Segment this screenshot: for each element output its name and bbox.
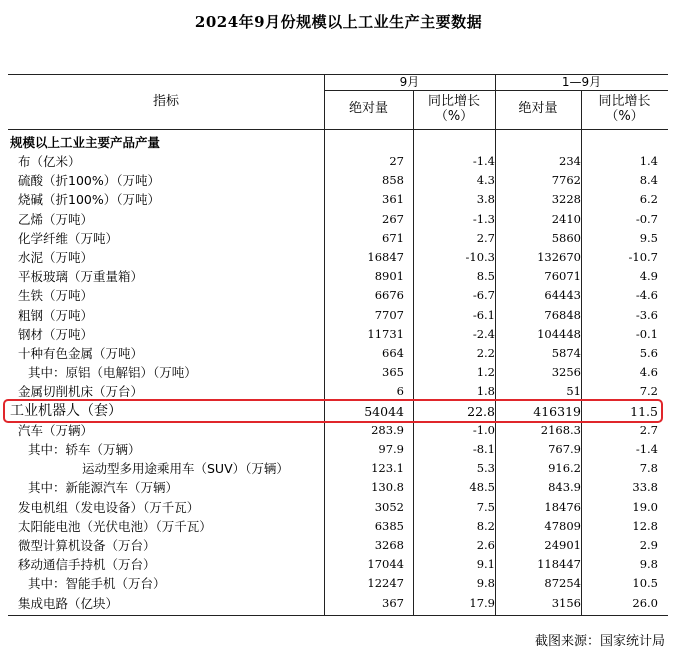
source-caption: 截图来源：国家统计局: [534, 634, 665, 649]
highlight-box: [3, 399, 663, 423]
ytd-absolute-value: 51: [566, 384, 581, 399]
ytd-absolute-value: 47809: [544, 518, 581, 533]
ytd-absolute-value: 7762: [551, 173, 581, 188]
header-yoy-label: 同比增长: [598, 94, 651, 109]
header-month-yoy: [413, 94, 495, 124]
table-row: [8, 555, 668, 574]
month-absolute-value: 361: [382, 192, 404, 207]
month-absolute-value: 7707: [374, 307, 404, 322]
row-indicator-name: 集成电路（亿块）: [18, 595, 119, 611]
ytd-yoy-value: 9.5: [639, 230, 658, 245]
ytd-yoy-value: 5.6: [639, 346, 658, 360]
table-row: [8, 363, 668, 382]
ytd-yoy-value: 6.2: [639, 192, 658, 207]
ytd-absolute-value: 132670: [537, 250, 581, 264]
row-indicator-name: 粗钢（万吨）: [18, 307, 94, 323]
ytd-absolute-value: 5860: [551, 230, 581, 245]
ytd-yoy-value: 10.5: [632, 576, 658, 591]
ytd-absolute-value: 767.9: [548, 442, 581, 456]
ytd-absolute-value: 3256: [551, 365, 581, 380]
month-absolute-value: 11731: [367, 326, 404, 341]
ytd-absolute-value: 64443: [544, 288, 581, 303]
row-indicator-name: 其中：轿车（万辆）: [28, 442, 141, 457]
month-yoy-value: -1.3: [472, 211, 495, 226]
row-indicator-name: 水泥（万吨）: [18, 250, 94, 265]
row-indicator-name: 硫酸（折100%）（万吨）: [18, 173, 160, 189]
table-row: [8, 498, 668, 517]
ytd-yoy-value: 8.4: [639, 173, 658, 188]
ytd-absolute-value: 76071: [544, 269, 581, 284]
month-absolute-value: 54044: [364, 403, 404, 419]
row-indicator-name: 十种有色金属（万吨）: [18, 346, 144, 361]
section-row: [8, 133, 668, 152]
table-row: [8, 267, 668, 286]
ytd-yoy-value: 7.2: [639, 384, 658, 399]
table-row: [8, 325, 668, 344]
table-row: [8, 594, 668, 613]
ytd-yoy-value: 26.0: [632, 595, 658, 610]
ytd-absolute-value: 5874: [551, 346, 581, 360]
ytd-absolute-value: 3156: [551, 595, 581, 610]
ytd-absolute-value: 2410: [551, 211, 581, 226]
ytd-yoy-value: 7.8: [639, 461, 658, 476]
table-row: [8, 306, 668, 325]
ytd-yoy-value: -4.6: [635, 288, 658, 303]
month-absolute-value: 671: [382, 230, 404, 245]
month-absolute-value: 664: [382, 346, 404, 360]
table-row: [8, 574, 668, 593]
table-row: [8, 478, 668, 497]
table-row: [8, 421, 668, 440]
table-row: [8, 286, 668, 305]
row-indicator-name: 其中：智能手机（万台）: [28, 576, 166, 592]
header-ytd-absolute: 绝对量: [518, 101, 558, 116]
ytd-absolute-value: 916.2: [548, 461, 581, 476]
month-yoy-value: -6.1: [472, 307, 495, 322]
row-indicator-name: 化学纤维（万吨）: [18, 230, 119, 246]
ytd-yoy-value: 2.7: [639, 422, 658, 437]
month-absolute-value: 8901: [374, 269, 404, 284]
header-month-absolute: 绝对量: [348, 101, 388, 116]
ytd-absolute-value: 3228: [551, 192, 581, 207]
ytd-yoy-value: -10.7: [628, 250, 658, 264]
header-bottom-rule: [8, 129, 668, 130]
month-absolute-value: 16847: [367, 250, 404, 264]
month-yoy-value: -10.3: [465, 250, 495, 264]
month-yoy-value: 2.6: [476, 538, 495, 552]
header-sub-rule: [324, 90, 668, 91]
ytd-yoy-value: 2.9: [639, 538, 658, 552]
header-yoy-label: 同比增长: [427, 94, 480, 109]
ytd-absolute-value: 234: [559, 154, 581, 168]
table-row: [8, 152, 668, 171]
month-absolute-value: 6385: [374, 518, 404, 533]
month-absolute-value: 858: [382, 173, 404, 188]
ytd-absolute-value: 24901: [544, 538, 581, 552]
month-absolute-value: 97.9: [378, 442, 404, 456]
header-ytd-yoy: [581, 94, 668, 124]
ytd-yoy-value: -3.6: [635, 307, 658, 322]
section-title: 规模以上工业主要产品产量: [10, 135, 161, 150]
month-yoy-value: 22.8: [467, 403, 495, 419]
table-row: [8, 536, 668, 555]
ytd-yoy-value: 11.5: [630, 403, 658, 419]
table-row: [8, 344, 668, 363]
month-yoy-value: 8.2: [476, 518, 495, 533]
row-indicator-name: 布（亿米）: [18, 154, 81, 169]
month-yoy-value: 7.5: [476, 499, 495, 514]
header-indicator: 指标: [152, 94, 179, 109]
row-indicator-name: 烧碱（折100%）（万吨）: [18, 192, 160, 208]
month-absolute-value: 3268: [374, 538, 404, 552]
ytd-yoy-value: 12.8: [632, 518, 658, 533]
table-row: [8, 248, 668, 267]
ytd-yoy-value: 4.9: [639, 269, 658, 284]
ytd-absolute-value: 118447: [537, 557, 581, 572]
row-indicator-name: 平板玻璃（万重量箱）: [18, 269, 144, 285]
table-row: [8, 190, 668, 209]
month-yoy-value: 2.7: [476, 230, 495, 245]
table-row: [8, 210, 668, 229]
ytd-yoy-value: 4.6: [639, 365, 658, 380]
table-title: 2024年9月份规模以上工业生产主要数据: [194, 13, 483, 31]
row-indicator-name: 太阳能电池（光伏电池）（万千瓦）: [18, 518, 212, 534]
ytd-absolute-value: 843.9: [548, 480, 581, 495]
row-indicator-name: 微型计算机设备（万台）: [18, 538, 156, 553]
table-row: [8, 229, 668, 248]
month-yoy-value: 1.8: [476, 384, 495, 399]
month-yoy-value: -8.1: [472, 442, 495, 456]
ytd-absolute-value: 87254: [544, 576, 581, 591]
month-absolute-value: 12247: [367, 576, 404, 591]
month-yoy-value: 8.5: [476, 269, 495, 284]
row-indicator-name: 金属切削机床（万台）: [18, 384, 144, 400]
month-absolute-value: 17044: [367, 557, 404, 572]
month-absolute-value: 267: [382, 211, 404, 226]
ytd-yoy-value: 33.8: [632, 480, 658, 495]
month-absolute-value: 365: [382, 365, 404, 380]
row-indicator-name: 工业机器人（套）: [10, 402, 122, 419]
month-absolute-value: 130.8: [371, 480, 404, 495]
month-absolute-value: 6676: [374, 288, 404, 303]
ytd-yoy-value: -0.7: [635, 211, 658, 226]
data-table: [8, 74, 668, 616]
ytd-yoy-value: -0.1: [635, 326, 658, 341]
month-absolute-value: 367: [382, 595, 404, 610]
month-absolute-value: 3052: [374, 499, 404, 514]
month-yoy-value: -2.4: [472, 326, 495, 341]
table-row: [8, 171, 668, 190]
month-yoy-value: -1.4: [472, 154, 495, 168]
month-yoy-value: 5.3: [476, 461, 495, 476]
row-indicator-name: 其中：新能源汽车（万辆）: [28, 480, 179, 496]
header-ytd: 1—9月: [561, 75, 602, 89]
ytd-absolute-value: 76848: [544, 307, 581, 322]
header-yoy-unit: （%）: [434, 109, 474, 124]
month-yoy-value: 2.2: [476, 346, 495, 360]
month-yoy-value: 9.1: [476, 557, 495, 572]
row-indicator-name: 乙烯（万吨）: [18, 211, 94, 227]
month-absolute-value: 123.1: [371, 461, 404, 476]
month-yoy-value: 3.8: [476, 192, 495, 207]
row-indicator-name: 钢材（万吨）: [18, 326, 94, 342]
month-absolute-value: 6: [396, 384, 404, 399]
row-indicator-name: 汽车（万辆）: [18, 422, 94, 438]
row-indicator-name: 其中：原铝（电解铝）（万吨）: [28, 365, 197, 381]
ytd-absolute-value: 2168.3: [540, 422, 581, 437]
ytd-absolute-value: 18476: [544, 499, 581, 514]
month-absolute-value: 283.9: [371, 422, 404, 437]
ytd-yoy-value: 19.0: [632, 499, 658, 514]
month-yoy-value: 1.2: [476, 365, 495, 380]
row-indicator-name: 发电机组（发电设备）（万千瓦）: [18, 499, 200, 515]
month-absolute-value: 27: [389, 154, 404, 168]
header-month: 9月: [399, 75, 420, 89]
table-bottom-rule: [8, 615, 668, 616]
table-row: [8, 459, 668, 478]
ytd-absolute-value: 104448: [537, 326, 581, 341]
ytd-yoy-value: 9.8: [639, 557, 658, 572]
ytd-yoy-value: -1.4: [635, 442, 658, 456]
row-indicator-name: 生铁（万吨）: [18, 288, 94, 304]
ytd-yoy-value: 1.4: [639, 154, 658, 168]
header-yoy-unit: （%）: [605, 109, 644, 124]
row-indicator-name: 移动通信手持机（万台）: [18, 557, 156, 573]
ytd-absolute-value: 416319: [533, 403, 581, 419]
table-row: [8, 517, 668, 536]
month-yoy-value: 4.3: [476, 173, 495, 188]
table-row: [8, 440, 668, 459]
month-yoy-value: 17.9: [469, 595, 495, 610]
month-yoy-value: 48.5: [469, 480, 495, 495]
row-indicator-name: 运动型多用途乘用车（SUV）（万辆）: [82, 461, 289, 477]
month-yoy-value: 9.8: [476, 576, 495, 591]
month-yoy-value: -6.7: [472, 288, 495, 303]
month-yoy-value: -1.0: [472, 422, 495, 437]
